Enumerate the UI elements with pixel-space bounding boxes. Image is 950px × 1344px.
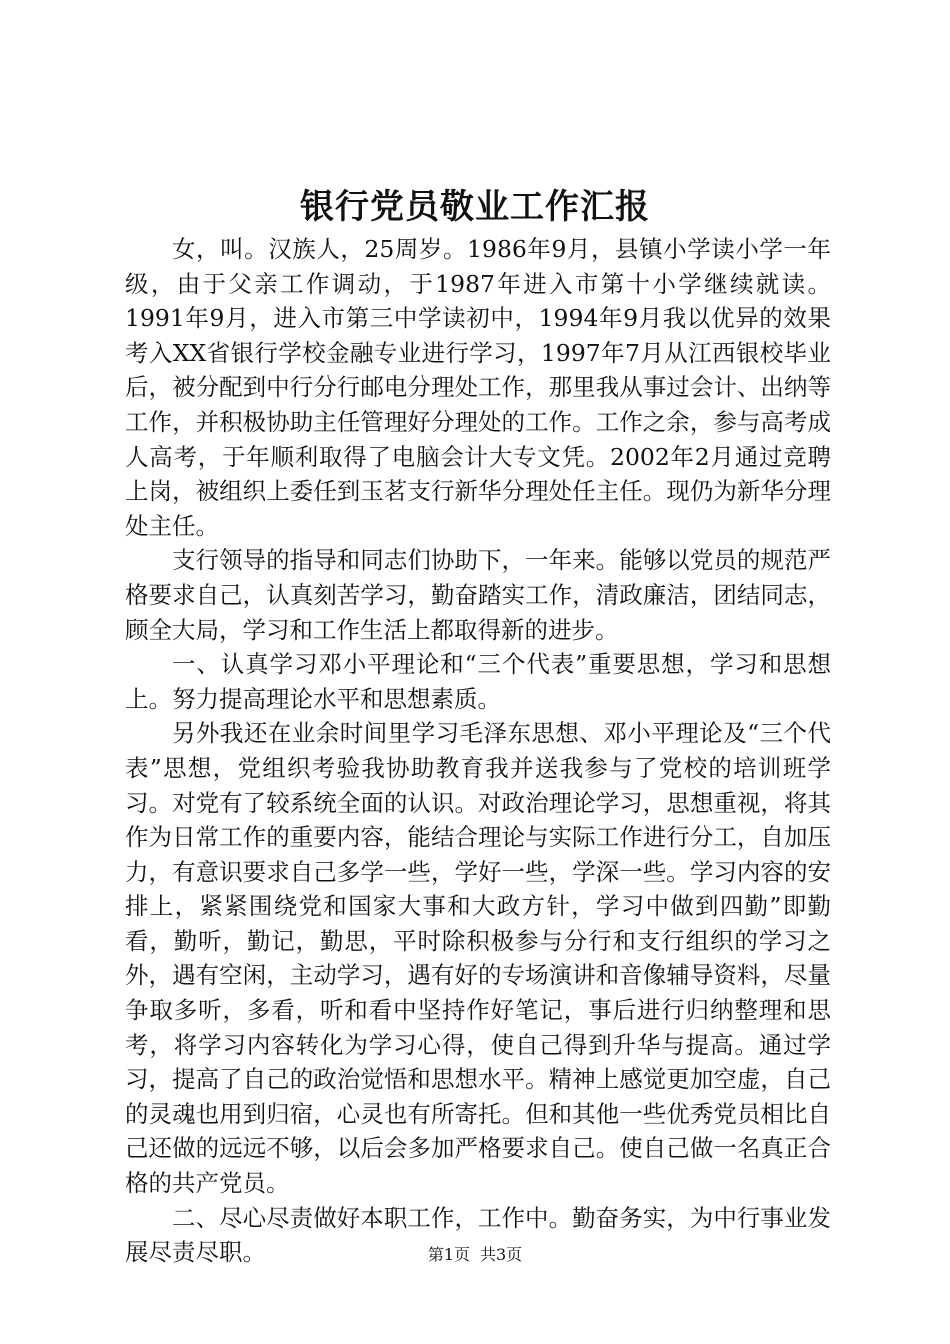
section-heading-duty: 二、尽心尽责做好本职工作，工作中。勤奋务实，为中行事业发展尽责尽职。 [125,1203,831,1267]
paragraph-study-details: 另外我还在业余时间里学习毛泽东思想、邓小平理论及“三个代表”思想，党组织考验我协助教育我并送我参与了党校的培训班学习。对党有了较系统全面的认识。对政治理论学习，思想重视，将其作为日常工作的重要内容，能结合理论与实际工作进行分工，自加压力，有意识要求自己多学一些，学好一些，学深一些。学习内容的安排上，紧紧围绕党和国家大事和大政方针，学习中做到四勤”即勤看，勤听，勤记，勤思，平时除积极参与分行和支行组织的学习之外，遇有空闲，主动学习，遇有好的专场演讲和音像辅导资料，尽量争取多听，多看，听和看中坚持作好笔记，事后进行归纳整理和思考，将学习内容转化为学习心得，使自己得到升华与提高。通过学习，提高了自己的政治觉悟和思想水平。精神上感觉更加空虚，自己的灵魂也用到归宿，心灵也有所寄托。但和其他一些优秀党员相比自己还做的远远不够，以后会多加严格要求自己。使自己做一名真正合格的共产党员。 [125,719,831,1198]
page-footer [0,1244,950,1266]
section-heading-study: 一、认真学习邓小平理论和“三个代表”重要思想，学习和思想上。努力提高理论水平和思想素质。 [125,650,831,713]
page-total: 共3页 [480,1245,523,1264]
paragraph-personal-background: 女，叫。汉族人，25周岁。1986年9月，县镇小学读小学一年级，由于父亲工作调动，于1987年进入市第十小学继续就读。1991年9月，进入市第三中学读初中，1994年9月我以优异的效果考入XX省银行学校金融专业进行学习，1997年7月从江西银校毕业后，被分配到中行分行邮电分理处工作，那里我从事过会计、出纳等工作，并积极协助主任管理好分理处的工作。工作之余，参与高考成人高考，于年顺利取得了电脑会计大专文凭。2002年2月通过竞聘上岗，被组织上委任到玉茗支行新华分理处任主任。现仍为新华分理处主任。 [125,235,831,540]
document-body [125,232,831,1270]
paragraph-annual-summary: 支行领导的指导和同志们协助下，一年来。能够以党员的规范严格要求自己，认真刻苦学习，勤奋踏实工作，清政廉洁，团结同志，顾全大局，学习和工作生活上都取得新的进步。 [125,546,831,644]
page-number: 第1页 [427,1245,470,1264]
document-title: 银行党员敬业工作汇报 [300,187,650,227]
